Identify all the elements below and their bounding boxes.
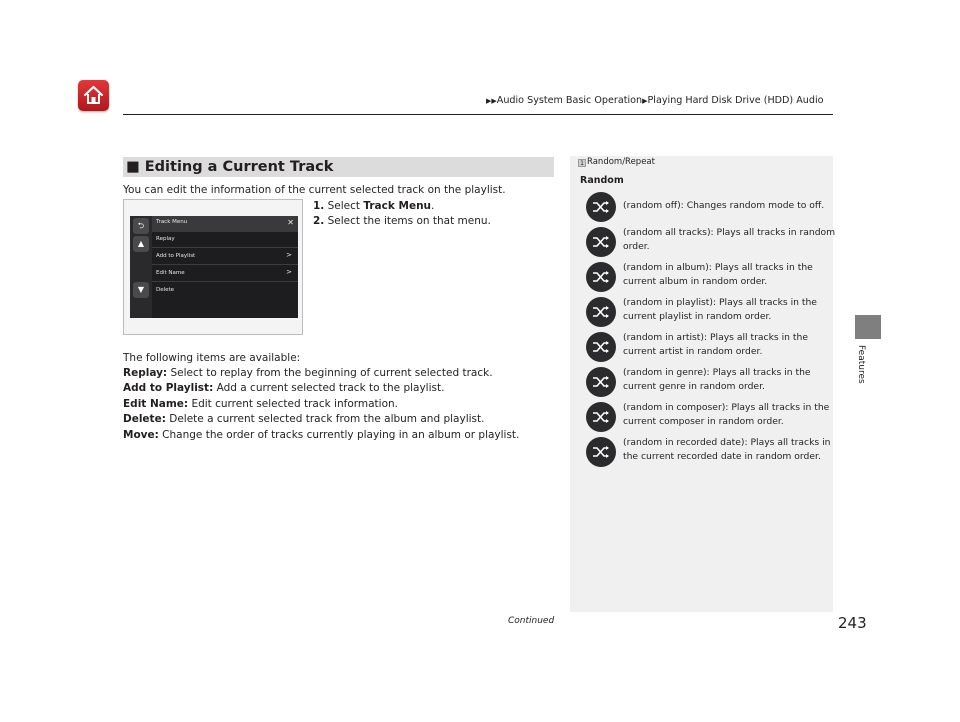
- screen-item-label: Replay: [156, 236, 175, 242]
- definition-add-to-playlist: [123, 382, 444, 394]
- definition-term: Delete:: [123, 413, 166, 425]
- step-1-number: 1.: [313, 200, 325, 212]
- chapter-tab[interactable]: [855, 315, 881, 339]
- random-mode-line1: (random in composer): Plays all tracks in the: [623, 402, 830, 413]
- step-1: [313, 200, 434, 212]
- breadcrumb-separator: ▶: [642, 97, 648, 105]
- random-mode-line1: (random all tracks): Plays all tracks in random: [623, 227, 836, 238]
- intro-text: You can edit the information of the current selected track on the playlist.: [123, 184, 506, 196]
- definition-desc: Add a current selected track to the playlist.: [213, 382, 445, 394]
- definition-term: Move:: [123, 429, 159, 441]
- chapter-label: Features: [856, 345, 866, 384]
- definition-desc: Delete a current selected track from the album and playlist.: [165, 413, 485, 425]
- shuffle-playlist-icon: [586, 297, 616, 327]
- section-title: [126, 157, 333, 177]
- screen-item-chevron: >: [286, 251, 292, 259]
- screen-item-label: Edit Name: [156, 270, 185, 276]
- header-rule: [123, 114, 833, 115]
- screen-titlebar: [152, 216, 298, 232]
- shuffle-composer-icon: [586, 402, 616, 432]
- random-mode-description: [623, 401, 828, 428]
- screen-item-delete: [152, 283, 298, 299]
- sidebar-heading: [578, 157, 655, 167]
- random-mode-line2: current album in random order.: [623, 275, 768, 287]
- definition-replay: [123, 367, 493, 379]
- breadcrumb-link-audio-basic[interactable]: Audio System Basic Operation: [496, 95, 643, 106]
- step-2: [313, 215, 491, 227]
- random-mode-line2: current composer in random order.: [623, 415, 784, 427]
- breadcrumb-arrows: ▶▶: [486, 97, 497, 105]
- sidebar-heading-text: Random/Repeat: [587, 157, 655, 167]
- random-mode-description: [623, 261, 828, 288]
- random-mode-line2: current playlist in random order.: [623, 310, 772, 322]
- items-intro: The following items are available:: [123, 352, 301, 364]
- up-arrow-icon: ▲: [133, 236, 149, 252]
- step-2-text: Select the items on that menu.: [327, 215, 491, 227]
- random-mode-line1: (random in playlist): Plays all tracks in the: [623, 297, 817, 308]
- shuffle-all-icon: [586, 227, 616, 257]
- screen-item-replay: [152, 232, 298, 248]
- screen-item-label: Add to Playlist: [156, 253, 196, 259]
- random-mode-line1: (random off): Changes random mode to off.: [623, 200, 825, 211]
- back-icon: ⮌: [133, 218, 149, 234]
- step-1-prefix: Select: [327, 200, 364, 212]
- definition-desc: Edit current selected track information.: [188, 398, 398, 410]
- random-mode-line1: (random in artist): Plays all tracks in the: [623, 332, 808, 343]
- breadcrumb-current: Playing Hard Disk Drive (HDD) Audio: [647, 95, 824, 106]
- definition-delete: [123, 413, 484, 425]
- screen-item-chevron: >: [286, 268, 292, 276]
- shuffle-album-icon: [586, 262, 616, 292]
- step-2-number: 2.: [313, 215, 325, 227]
- random-mode-line2: the current recorded date in random order.: [623, 450, 821, 462]
- random-mode-description: [623, 436, 831, 463]
- random-mode-line2: current artist in random order.: [623, 345, 763, 357]
- section-title-text: Editing a Current Track: [144, 159, 334, 175]
- track-menu-screen: [130, 216, 298, 318]
- section-square-icon: ■: [126, 159, 140, 175]
- definition-term: Replay:: [123, 367, 168, 379]
- screen-toolbar: [130, 216, 152, 318]
- screen-title: Track Menu: [156, 219, 188, 225]
- definition-desc: Change the order of tracks currently playing in an album or playlist.: [158, 429, 520, 441]
- random-mode-description: [623, 226, 836, 253]
- random-mode-line1: (random in recorded date): Plays all tracks in: [623, 437, 831, 448]
- step-1-bold: Track Menu: [363, 200, 432, 212]
- screen-close-icon: ✕: [287, 218, 294, 227]
- shuffle-genre-icon: [586, 367, 616, 397]
- down-arrow-icon: ▼: [133, 282, 149, 298]
- random-mode-description: [623, 199, 828, 213]
- home-button[interactable]: [78, 80, 109, 111]
- shuffle-artist-icon: [586, 332, 616, 362]
- breadcrumb: [486, 95, 824, 106]
- screen-item-add-to-playlist: [152, 249, 298, 265]
- screen-item-label: Delete: [156, 287, 175, 293]
- random-mode-line1: (random in genre): Plays all tracks in the: [623, 367, 811, 378]
- page-number: 243: [838, 614, 867, 632]
- shuffle-off-icon: [586, 192, 616, 222]
- random-mode-description: [623, 331, 828, 358]
- continued-label: Continued: [508, 616, 555, 626]
- random-mode-description: [623, 296, 828, 323]
- track-menu-screenshot: [123, 199, 303, 335]
- random-mode-line2: current genre in random order.: [623, 380, 765, 392]
- shuffle-date-icon: [586, 437, 616, 467]
- random-mode-description: [623, 366, 828, 393]
- definition-term: Edit Name:: [123, 398, 189, 410]
- definition-move: [123, 429, 519, 441]
- reference-mark-icon: 1: [578, 159, 586, 167]
- definition-edit-name: [123, 398, 398, 410]
- step-1-suffix: .: [431, 200, 435, 212]
- definition-term: Add to Playlist:: [123, 382, 214, 394]
- home-icon: [82, 84, 105, 107]
- random-mode-line2: order.: [623, 240, 650, 252]
- sidebar-subheading: Random: [580, 175, 624, 186]
- screen-item-edit-name: [152, 266, 298, 282]
- random-mode-line1: (random in album): Plays all tracks in the: [623, 262, 813, 273]
- definition-desc: Select to replay from the beginning of current selected track.: [167, 367, 493, 379]
